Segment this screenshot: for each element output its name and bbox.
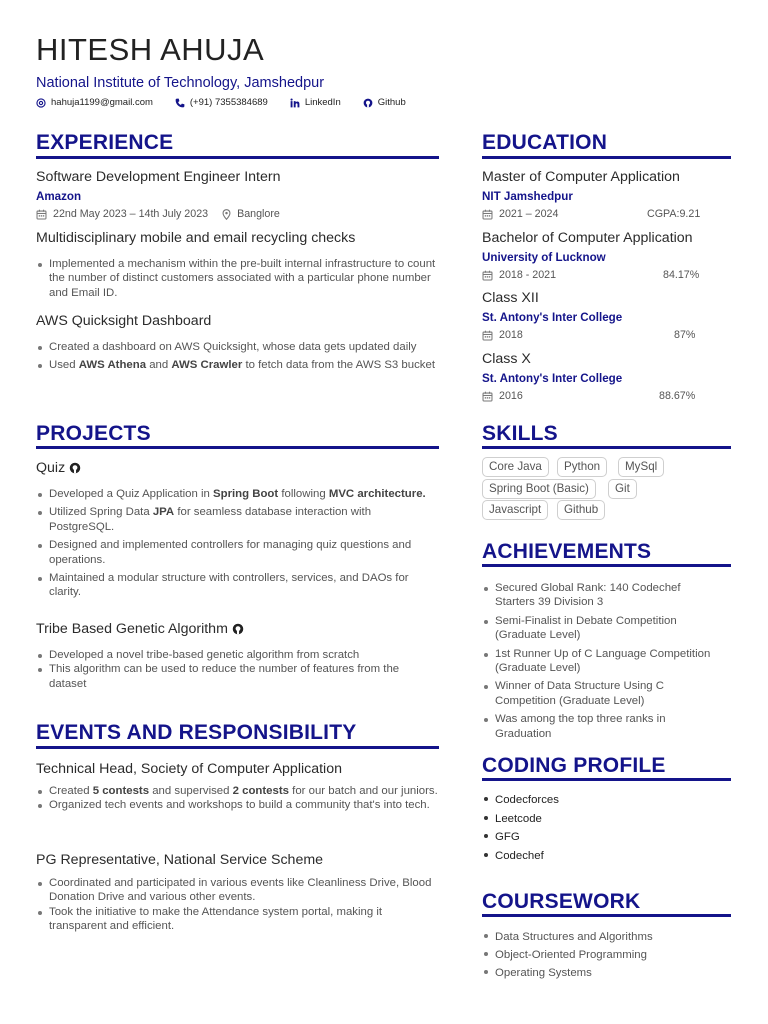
exp-project-title-2: AWS Quicksight Dashboard	[36, 313, 212, 329]
calendar-icon	[482, 270, 493, 281]
skill-tag: Github	[557, 500, 605, 520]
event-bullets-1	[36, 784, 439, 813]
github-icon[interactable]	[232, 623, 244, 635]
education-rule	[482, 156, 731, 159]
projects-title: PROJECTS	[36, 422, 151, 445]
list-item: Winner of Data Structure Using C Competition (Graduate Level)	[482, 679, 712, 708]
list-item: This algorithm can be used to reduce the number of features from the dataset	[36, 662, 439, 691]
phone-icon	[175, 98, 185, 108]
list-item: Object-Oriented Programming	[482, 946, 731, 964]
achievements-rule	[482, 564, 731, 567]
skill-tag: Javascript	[482, 500, 548, 520]
candidate-name: HITESH AHUJA	[36, 32, 265, 67]
skill-tag: MySql	[618, 457, 664, 477]
coding-profile-link[interactable]: Codechef	[482, 847, 731, 866]
list-item: Semi-Finalist in Debate Competition (Graduate Level)	[482, 614, 712, 643]
list-item: Organized tech events and workshops to build a community that's into tech.	[36, 798, 439, 812]
github-text: Github	[377, 97, 406, 109]
calendar-icon	[482, 209, 493, 220]
experience-meta	[36, 208, 280, 221]
list-item: Developed a Quiz Application in Spring Boot following MVC architecture.	[36, 487, 439, 501]
list-item: Operating Systems	[482, 964, 731, 982]
skill-tag: Git	[608, 479, 637, 499]
education-score-4: 88.67%	[659, 390, 696, 402]
experience-rule	[36, 156, 439, 159]
education-school-3: St. Antony's Inter College	[482, 311, 623, 324]
events-title: EVENTS AND RESPONSIBILITY	[36, 721, 357, 744]
list-item: Data Structures and Algorithms	[482, 928, 731, 946]
education-years-1: 2021 – 2024	[482, 208, 558, 221]
list-item: 1st Runner Up of C Language Competition (Graduate Level)	[482, 647, 712, 676]
calendar-icon	[482, 391, 493, 402]
education-degree-4: Class X	[482, 351, 531, 367]
event-bullets-2	[36, 876, 439, 934]
education-title: EDUCATION	[482, 131, 608, 154]
phone-link[interactable]	[175, 98, 268, 108]
github-icon	[363, 98, 373, 108]
list-item: Took the initiative to make the Attendance system portal, making it transparent and efficient.	[36, 905, 439, 934]
email-link[interactable]	[36, 98, 153, 108]
coursework-list	[482, 928, 731, 982]
exp-project-bullets-2	[36, 340, 439, 373]
skills-rule	[482, 446, 731, 449]
education-school-4: St. Antony's Inter College	[482, 372, 623, 385]
list-item: Implemented a mechanism within the pre-built internal infrastructure to count the number of distinct customers associated with a particular phone number and Email ID.	[36, 257, 439, 300]
project-bullets-genetic	[36, 648, 439, 691]
list-item: Maintained a modular structure with controllers, services, and DAOs for clarity.	[36, 571, 439, 600]
coding-profile-link[interactable]: Codecforces	[482, 791, 731, 810]
list-item: Was among the top three ranks in Graduation	[482, 712, 712, 741]
list-item: Created a dashboard on AWS Quicksight, whose data gets updated daily	[36, 340, 439, 354]
github-icon[interactable]	[69, 462, 81, 474]
coding-profile-link[interactable]: GFG	[482, 828, 731, 847]
list-item: Secured Global Rank: 140 Codechef Starters 39 Division 3	[482, 581, 712, 610]
achievements-title: ACHIEVEMENTS	[482, 540, 652, 563]
coding-profile-list	[482, 791, 731, 865]
experience-location: Banglore	[237, 208, 280, 220]
coding-profile-rule	[482, 778, 731, 781]
list-item: Created 5 contests and supervised 2 contests for our batch and our juniors.	[36, 784, 439, 798]
skill-tag: Core Java	[482, 457, 549, 477]
institution: National Institute of Technology, Jamshedpur	[36, 75, 325, 91]
project-bullets-quiz	[36, 487, 439, 600]
education-score-2: 84.17%	[663, 269, 700, 281]
project-title-quiz: Quiz	[36, 460, 81, 477]
linkedin-text: LinkedIn	[304, 97, 341, 109]
list-item: Developed a novel tribe-based genetic algorithm from scratch	[36, 648, 439, 662]
education-years-3: 2018	[482, 329, 523, 342]
education-score-3: 87%	[674, 329, 696, 341]
coding-profile-link[interactable]: Leetcode	[482, 810, 731, 829]
phone-text: (+91) 7355384689	[189, 97, 268, 109]
at-icon	[36, 98, 46, 108]
calendar-icon	[482, 330, 493, 341]
linkedin-link[interactable]	[290, 98, 341, 108]
education-degree-1: Master of Computer Application	[482, 169, 680, 185]
education-school-1: NIT Jamshedpur	[482, 190, 573, 203]
experience-dates: 22nd May 2023 – 14th July 2023	[53, 208, 209, 220]
event-title-1: Technical Head, Society of Computer Application	[36, 761, 342, 777]
education-years-2: 2018 - 2021	[482, 269, 556, 282]
events-rule	[36, 746, 439, 749]
education-degree-2: Bachelor of Computer Application	[482, 230, 693, 246]
coursework-rule	[482, 914, 731, 917]
list-item: Designed and implemented controllers for managing quiz questions and operations.	[36, 538, 439, 567]
calendar-icon	[36, 209, 47, 220]
exp-project-title-1: Multidisciplinary mobile and email recycling checks	[36, 230, 356, 246]
email-text: hahuja1199@gmail.com	[51, 97, 153, 109]
list-item: Utilized Spring Data JPA for seamless database interaction with PostgreSQL.	[36, 505, 439, 534]
contact-bar	[36, 98, 428, 108]
list-item: Used AWS Athena and AWS Crawler to fetch data from the AWS S3 bucket	[36, 358, 439, 372]
experience-company: Amazon	[36, 190, 82, 203]
achievements-list	[482, 581, 712, 741]
education-degree-3: Class XII	[482, 290, 539, 306]
project-title-genetic: Tribe Based Genetic Algorithm	[36, 621, 244, 638]
coursework-title: COURSEWORK	[482, 890, 641, 913]
education-school-2: University of Lucknow	[482, 251, 606, 264]
education-score-1: CGPA:9.21	[647, 208, 701, 220]
experience-title: EXPERIENCE	[36, 131, 174, 154]
skill-tag: Spring Boot (Basic)	[482, 479, 596, 499]
github-link[interactable]	[363, 98, 406, 108]
exp-project-bullets-1	[36, 257, 439, 300]
location-pin-icon	[222, 209, 231, 220]
skill-tag: Python	[557, 457, 607, 477]
education-years-4: 2016	[482, 390, 523, 403]
experience-role: Software Development Engineer Intern	[36, 169, 281, 185]
list-item: Coordinated and participated in various events like Cleanliness Drive, Blood Donation Drive and various other events.	[36, 876, 439, 905]
linkedin-icon	[290, 98, 300, 108]
event-title-2: PG Representative, National Service Scheme	[36, 852, 324, 868]
skills-title: SKILLS	[482, 422, 558, 445]
coding-profile-title: CODING PROFILE	[482, 754, 666, 777]
projects-rule	[36, 446, 439, 449]
